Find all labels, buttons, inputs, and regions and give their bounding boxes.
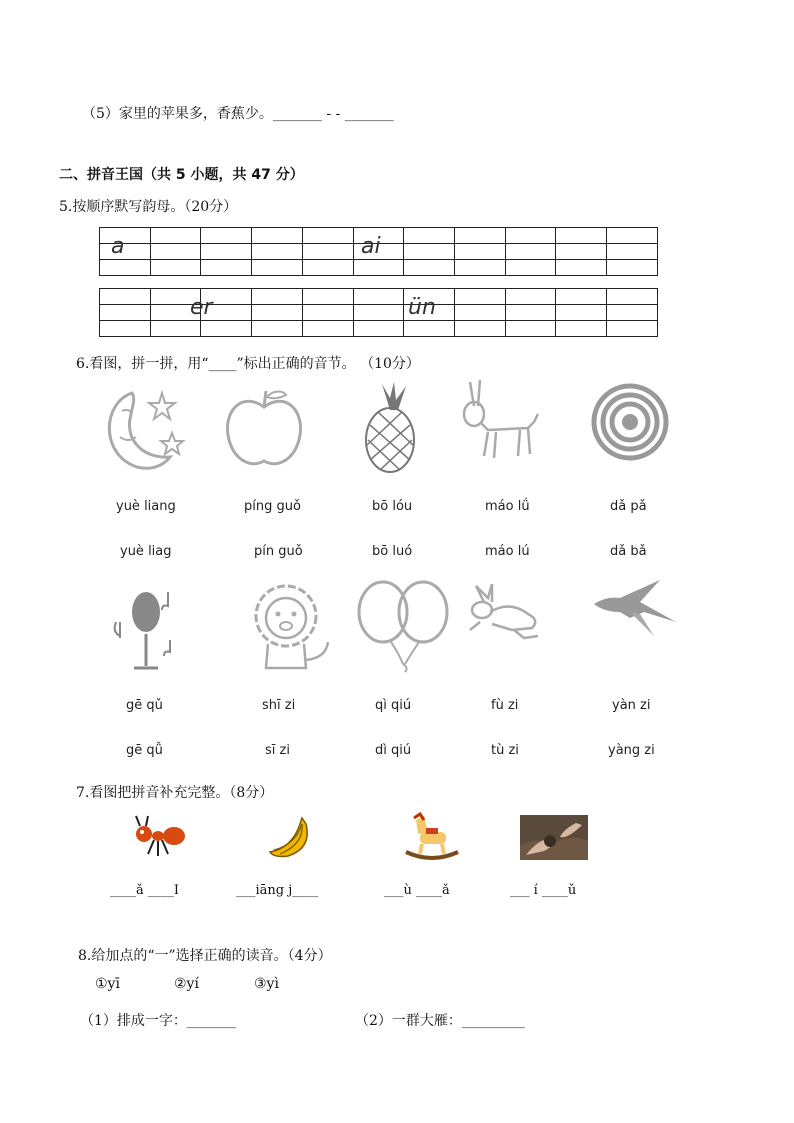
q8-option-2: ②yí bbox=[174, 976, 199, 992]
q8-option-1: ①yī bbox=[95, 976, 120, 992]
q6-r1c5-option-a[interactable]: dǎ pǎ bbox=[610, 499, 647, 514]
q6-r2c2-option-a[interactable]: shī zi bbox=[262, 698, 296, 713]
q6-r2c1-option-a[interactable]: gē qǔ bbox=[126, 698, 163, 713]
question-6-title: 6.看图，拼一拼，用“____”标出正确的音节。 （10分） bbox=[76, 356, 420, 372]
donkey-icon bbox=[458, 378, 540, 462]
q6-r1c3-option-b[interactable]: bō luó bbox=[372, 544, 413, 559]
q6-r2c1-option-b[interactable]: gē qǚ bbox=[126, 743, 163, 758]
target-icon bbox=[590, 382, 670, 462]
q6-r2c4-option-a[interactable]: fù zi bbox=[491, 698, 519, 713]
q8-item-2[interactable]: （2）一群大雁：_________ bbox=[355, 1013, 525, 1029]
soil-icon bbox=[520, 815, 588, 860]
question-5-title: 5.按顺序默写韵母。（20分） bbox=[59, 199, 238, 215]
q6-r2c3-option-a[interactable]: qì qiú bbox=[375, 698, 412, 713]
q6-r1c1-option-b[interactable]: yuè liag bbox=[120, 544, 172, 559]
q6-r2c2-option-b[interactable]: sī zi bbox=[265, 743, 290, 758]
swallow-icon bbox=[590, 578, 678, 638]
lion-icon bbox=[246, 580, 338, 672]
q7-blank-banana[interactable]: ___iāng j____ bbox=[236, 883, 319, 898]
q6-r1c5-option-b[interactable]: dǎ bǎ bbox=[610, 544, 647, 559]
q7-blank-ant[interactable]: ____ǎ ____I bbox=[110, 883, 180, 898]
moon-icon bbox=[92, 385, 188, 473]
q8-option-3: ③yì bbox=[254, 976, 279, 992]
q7-blank-soil[interactable]: ___ í ____ǔ bbox=[510, 883, 577, 898]
ant-icon bbox=[134, 814, 188, 858]
microphone-icon bbox=[106, 582, 180, 672]
question-4-item-5: （5）家里的苹果多，香蕉少。_______ - - _______ bbox=[82, 106, 394, 122]
q6-r2c4-option-b[interactable]: tù zi bbox=[491, 743, 519, 758]
question-7-title: 7.看图把拼音补充完整。（8分） bbox=[76, 785, 274, 801]
grid2-letter-un: ün bbox=[408, 295, 436, 320]
rocking-horse-icon bbox=[402, 812, 462, 862]
q6-r2c5-option-b[interactable]: yàng zi bbox=[608, 743, 655, 758]
grid2-letter-er: er bbox=[190, 295, 213, 320]
pineapple-icon bbox=[360, 380, 420, 475]
q6-r2c3-option-b[interactable]: dì qiú bbox=[375, 743, 412, 758]
balloons-icon bbox=[355, 578, 451, 674]
q6-r1c2-option-b[interactable]: pín guǒ bbox=[254, 544, 303, 559]
vowel-writing-grid-2 bbox=[99, 288, 658, 337]
q8-item-1[interactable]: （1）排成一字：_______ bbox=[80, 1013, 236, 1029]
q6-r1c2-option-a[interactable]: píng guǒ bbox=[244, 499, 301, 514]
grid1-letter-a: a bbox=[111, 234, 125, 259]
q6-r1c4-option-a[interactable]: máo lǘ bbox=[485, 499, 530, 514]
q6-r1c3-option-a[interactable]: bō lóu bbox=[372, 499, 413, 514]
q6-r2c5-option-a[interactable]: yàn zi bbox=[612, 698, 651, 713]
banana-icon bbox=[266, 814, 314, 860]
apple-icon bbox=[222, 385, 306, 471]
rabbit-icon bbox=[462, 584, 544, 644]
question-8-title: 8.给加点的“一”选择正确的读音。（4分） bbox=[78, 948, 332, 964]
grid1-letter-ai: ai bbox=[361, 234, 381, 259]
section-title: 二、拼音王国（共 5 小题，共 47 分） bbox=[59, 167, 304, 183]
q7-blank-rocking-horse[interactable]: ___ù ____ǎ bbox=[384, 883, 450, 898]
q6-r1c4-option-b[interactable]: máo lú bbox=[485, 544, 530, 559]
q6-r1c1-option-a[interactable]: yuè liang bbox=[116, 499, 176, 514]
